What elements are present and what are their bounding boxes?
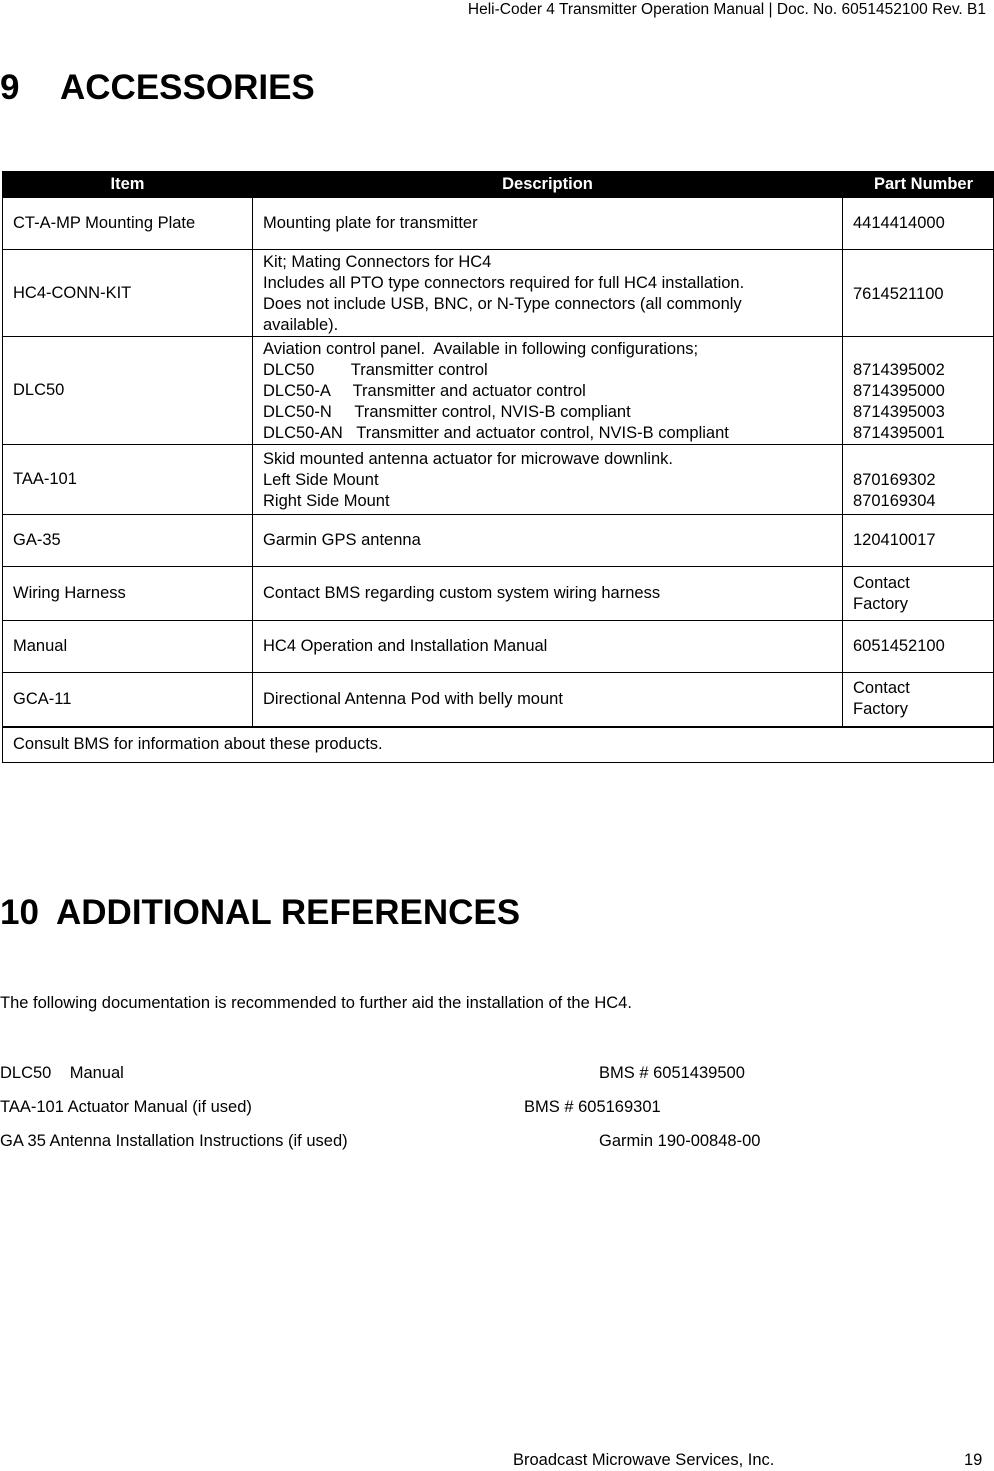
item-cell: Manual — [3, 621, 253, 673]
description-cell — [253, 621, 843, 673]
part-number-line: Contact — [853, 573, 910, 592]
part-number-cell — [843, 337, 994, 445]
section-10-heading — [0, 893, 520, 933]
part-number-line — [853, 449, 983, 470]
part-number-line: 7614521100 — [853, 284, 944, 303]
table-row — [3, 250, 994, 337]
description-line: Right Side Mount — [263, 492, 390, 510]
description-line: DLC50-N Transmitter control, NVIS-B compliant — [263, 403, 631, 421]
table-row — [3, 445, 994, 515]
description-line: Directional Antenna Pod with belly mount — [263, 689, 563, 708]
table-footer-note: Consult BMS for information about these products. — [3, 727, 994, 763]
part-number-line: Factory — [853, 700, 909, 719]
item-cell: TAA-101 — [3, 445, 253, 515]
description-line: Left Side Mount — [263, 471, 379, 489]
section-title: ADDITIONAL REFERENCES — [56, 893, 521, 932]
reference-name: GA 35 Antenna Installation Instructions (if used) — [0, 1132, 348, 1150]
reference-name: TAA-101 Actuator Manual (if used) — [0, 1098, 252, 1116]
running-header: Heli-Coder 4 Transmitter Operation Manual | Doc. No. 6051452100 Rev. B1 — [467, 1, 986, 18]
description-line: Garmin GPS antenna — [263, 531, 421, 549]
table-row — [3, 198, 994, 250]
description-line: DLC50-AN Transmitter and actuator control, NVIS-B compliant — [263, 424, 729, 442]
table-row — [3, 337, 994, 445]
description-line: Includes all PTO type connectors required for full HC4 installation. — [263, 274, 745, 292]
part-number-cell — [843, 567, 994, 621]
reference-number: BMS # 6051439500 — [599, 1064, 745, 1082]
description-line: DLC50 Transmitter control — [263, 361, 488, 379]
item-cell: GA-35 — [3, 515, 253, 567]
part-number-line: 4414414000 — [853, 214, 945, 232]
part-number-line: 8714395002 — [853, 361, 945, 379]
description-line: Does not include USB, BNC, or N-Type connectors (all commonly — [263, 295, 742, 313]
table-row — [3, 515, 994, 567]
description-line: HC4 Operation and Installation Manual — [263, 637, 548, 655]
description-line: Aviation control panel. Available in following configurations; — [263, 340, 699, 358]
description-cell — [253, 567, 843, 621]
accessories-table — [2, 171, 994, 763]
part-number-cell — [843, 515, 994, 567]
description-line: Contact BMS regarding custom system wiring harness — [263, 584, 661, 602]
item-cell: DLC50 — [3, 337, 253, 445]
table-header-row — [3, 172, 994, 198]
description-cell — [253, 445, 843, 515]
description-line: available). — [263, 316, 339, 334]
reference-number: BMS # 605169301 — [524, 1098, 661, 1116]
part-number-line: 870169302 — [853, 471, 936, 489]
part-number-line: 120410017 — [853, 531, 936, 549]
table-footer-row — [3, 727, 994, 763]
description-cell — [253, 673, 843, 727]
part-number-cell — [843, 673, 994, 727]
part-number-line: 8714395000 — [853, 382, 945, 400]
part-number-line: Contact — [853, 679, 910, 698]
column-header-description: Description — [253, 172, 843, 198]
part-number-line: 8714395001 — [853, 424, 945, 442]
item-cell: Wiring Harness — [3, 567, 253, 621]
table-row — [3, 567, 994, 621]
section-number: 10 — [0, 893, 39, 932]
part-number-line: 6051452100 — [853, 637, 945, 655]
section-number: 9 — [0, 68, 20, 107]
description-cell — [253, 198, 843, 250]
column-header-item: Item — [3, 172, 253, 198]
part-number-line: Factory — [853, 594, 909, 613]
part-number-cell — [843, 445, 994, 515]
reference-name: DLC50 Manual — [0, 1064, 124, 1082]
description-cell — [253, 250, 843, 337]
part-number-line: 870169304 — [853, 492, 936, 510]
description-line: Skid mounted antenna actuator for microwave downlink. — [263, 450, 673, 468]
section-9-heading — [0, 68, 315, 108]
table-row — [3, 621, 994, 673]
part-number-line: 8714395003 — [853, 403, 945, 421]
part-number-cell — [843, 621, 994, 673]
item-cell: HC4-CONN-KIT — [3, 250, 253, 337]
column-header-part-number: Part Number — [843, 172, 994, 198]
description-line: DLC50-A Transmitter and actuator control — [263, 382, 586, 400]
description-cell — [253, 515, 843, 567]
part-number-line — [853, 339, 983, 360]
page-number: 19 — [964, 1451, 983, 1469]
footer-company: Broadcast Microwave Services, Inc. — [513, 1451, 775, 1469]
description-cell — [253, 337, 843, 445]
part-number-cell — [843, 250, 994, 337]
description-line: Mounting plate for transmitter — [263, 214, 478, 232]
item-cell: CT-A-MP Mounting Plate — [3, 198, 253, 250]
references-intro: The following documentation is recommended to further aid the installation of the HC4. — [0, 994, 632, 1012]
description-line: Kit; Mating Connectors for HC4 — [263, 253, 492, 271]
table-row — [3, 673, 994, 727]
reference-number: Garmin 190-00848-00 — [599, 1132, 761, 1150]
part-number-cell — [843, 198, 994, 250]
item-cell: GCA-11 — [3, 673, 253, 727]
section-title: ACCESSORIES — [60, 68, 315, 107]
